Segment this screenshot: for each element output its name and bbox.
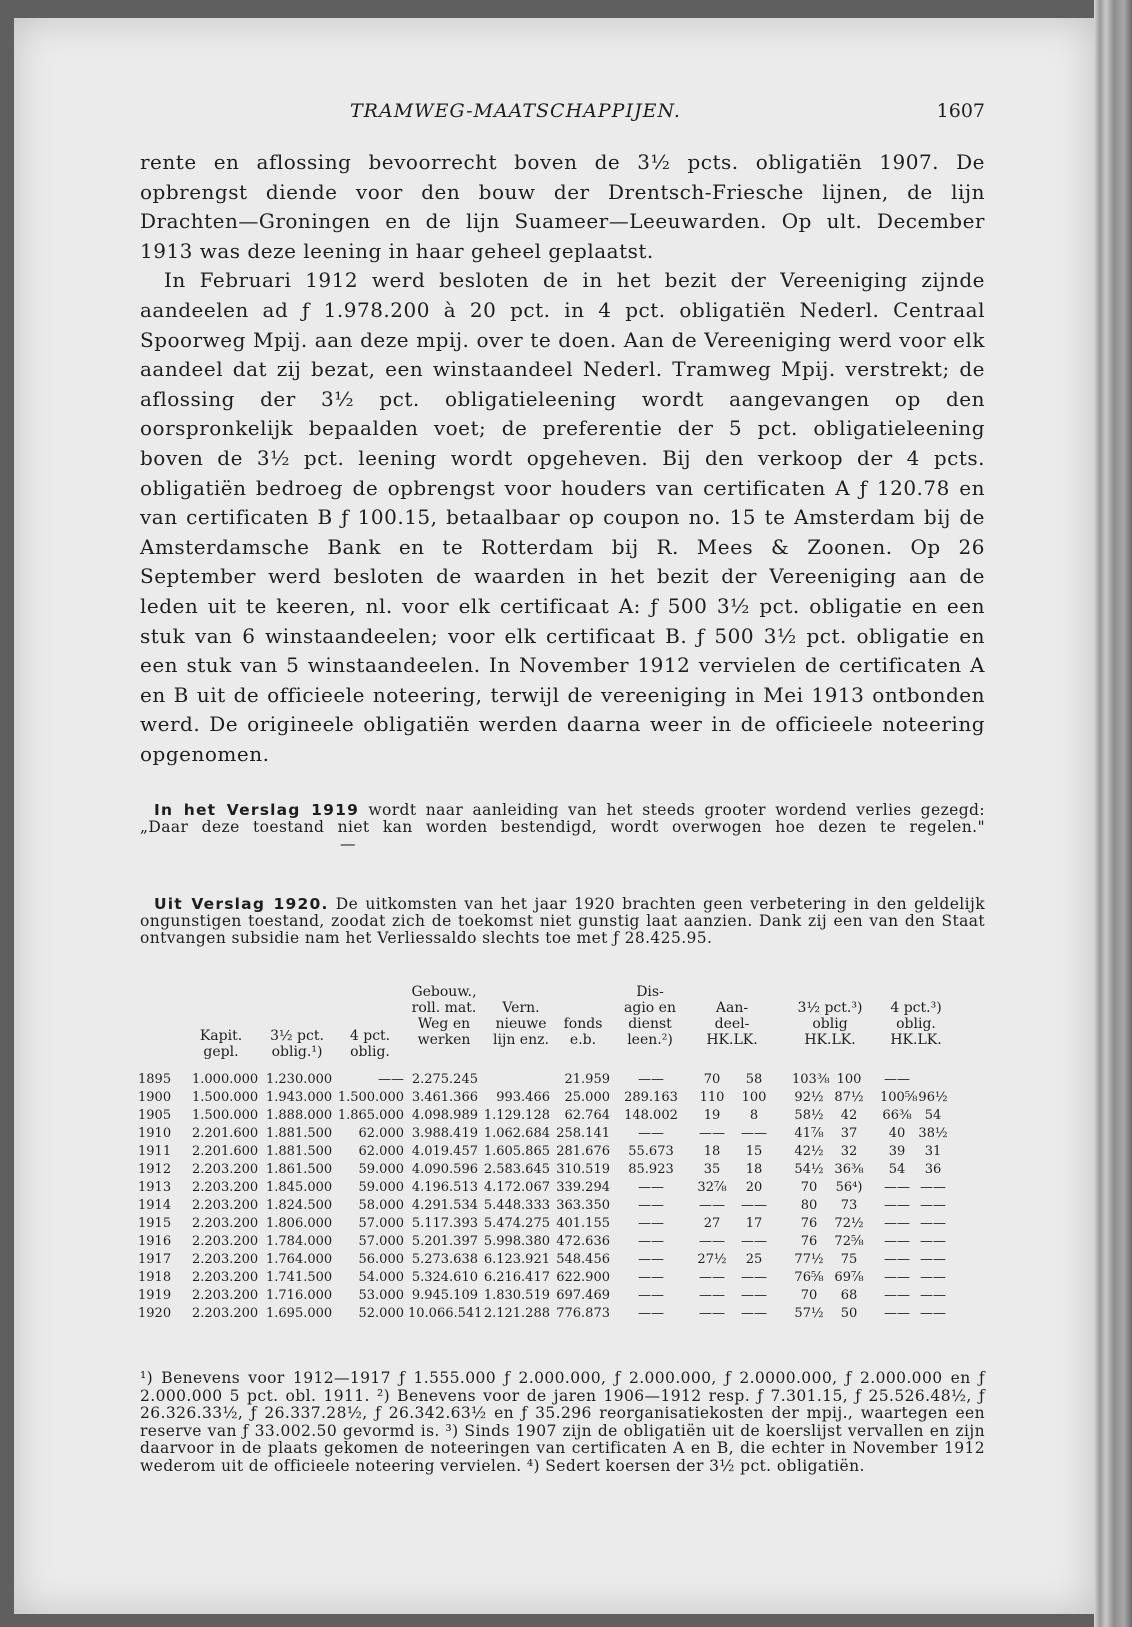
body-text <box>140 148 985 769</box>
cell-gebouw: 4.098.989 <box>411 1108 478 1123</box>
cell-obl35: 1.784.000 <box>266 1234 333 1249</box>
cell-year: 1914 <box>138 1198 172 1213</box>
cell-koers35-hk: 42½ <box>794 1144 824 1159</box>
cell-aandeel-lk: 100 <box>741 1090 767 1105</box>
cell-aandeel-lk: —— <box>741 1234 767 1249</box>
cell-obl35: 1.845.000 <box>266 1180 333 1195</box>
cell-aandeel-hk: —— <box>699 1198 725 1213</box>
cell-kapit: 2.203.200 <box>192 1252 259 1267</box>
cell-vern: 5.998.380 <box>483 1234 550 1249</box>
cell-aandeel-lk: —— <box>741 1270 767 1285</box>
cell-aandeel-hk: 110 <box>699 1090 725 1105</box>
cell-koers35-lk: 32 <box>840 1144 858 1159</box>
cell-aandeel-lk: —— <box>741 1126 767 1141</box>
cell-fonds: 25.000 <box>564 1090 610 1105</box>
cell-obl4: 54.000 <box>358 1270 404 1285</box>
cell-koers35-lk: 100 <box>836 1072 862 1087</box>
cell-koers35-hk: 58½ <box>794 1108 824 1123</box>
book-edge <box>1094 0 1132 1627</box>
paragraph-2: In Februari 1912 werd besloten de in het bezit der Vereeniging zijnde aandeelen ad ƒ 1.978.200 à 20 pct. in 4 pct. obligatiën Nederl. Centraal Spoorweg Mpij. aan deze mpij. over te doen. Aan de Vereeniging werd voor elk aandeel dat zij bezat, een winstaandeel Nederl. Tramweg Mpij. verstrekt; de aflossing der 3½ pct. obligatieleening wordt aangevangen op den oorspronkelijk bepaalden voet; de preferentie der 5 pct. obligatieleening boven de 3½ pct. leening wordt opgeheven. Bij den verkoop der 4 pcts. obligatiën bedroeg de opbrengst voor houders van certificaten A ƒ 120.78 en van certificaten B ƒ 100.15, betaalbaar op coupon no. 15 te Amsterdam bij de Amsterdamsche Bank en te Rotterdam bij R. Mees & Zoonen. Op 26 September werd besloten de waarden in het bezit der Vereeniging aan de leden uit te keeren, nl. voor elk certificaat A: ƒ 500 3½ pct. obligatie en een stuk van 6 winstaandeelen; voor elk certificaat B. ƒ 500 3½ pct. obligatie en een stuk van 5 winstaandeelen. In November 1912 vervielen de certificaten A en B uit de officieele noteering, terwijl de vereeniging in Mei 1913 ontbonden werd. De origineele obligatiën werden daarna weer in de officieele noteering opgenomen. <box>140 268 985 766</box>
cell-gebouw: 4.019.457 <box>411 1144 478 1159</box>
table-row <box>134 1198 994 1216</box>
cell-koers4-hk: —— <box>884 1234 910 1249</box>
table-row <box>134 1270 994 1288</box>
cell-obl4: 52.000 <box>358 1306 404 1321</box>
cell-year: 1910 <box>138 1126 172 1141</box>
cell-year: 1913 <box>138 1180 172 1195</box>
cell-obl35: 1.741.500 <box>266 1270 333 1285</box>
cell-disagio: 148.002 <box>624 1108 678 1123</box>
cell-disagio: —— <box>638 1198 664 1213</box>
cell-year: 1900 <box>138 1090 172 1105</box>
table-row <box>134 1126 994 1144</box>
cell-disagio: 85.923 <box>628 1162 674 1177</box>
table-row <box>134 1288 994 1306</box>
verslag-1920 <box>140 896 985 947</box>
cell-aandeel-lk: —— <box>741 1198 767 1213</box>
cell-koers35-lk: 42 <box>840 1108 858 1123</box>
cell-obl35: 1.764.000 <box>266 1252 333 1267</box>
cell-aandeel-lk: 20 <box>745 1180 763 1195</box>
cell-koers35-hk: 76⅝ <box>794 1270 824 1285</box>
header-aandeel: Aan- deel- HK.LK. <box>706 1000 758 1048</box>
cell-disagio: —— <box>638 1126 664 1141</box>
cell-aandeel-lk: 18 <box>745 1162 763 1177</box>
cell-koers35-hk: 57½ <box>794 1306 824 1321</box>
cell-koers4-lk: 54 <box>924 1108 942 1123</box>
cell-koers35-hk: 103⅜ <box>792 1072 830 1087</box>
cell-koers4-lk: —— <box>920 1198 946 1213</box>
cell-aandeel-hk: 27 <box>703 1216 721 1231</box>
table-row <box>134 1234 994 1252</box>
header-vern: Vern. nieuwe lijn enz. <box>493 1000 549 1048</box>
cell-vern: 2.583.645 <box>483 1162 550 1177</box>
header-obl4: 4 pct. oblig. <box>349 1028 391 1060</box>
cell-disagio: —— <box>638 1180 664 1195</box>
cell-koers4-hk: 54 <box>888 1162 906 1177</box>
cell-disagio: 289.163 <box>624 1090 678 1105</box>
cell-vern: 1.129.128 <box>483 1108 550 1123</box>
cell-koers4-hk: 40 <box>888 1126 906 1141</box>
cell-fonds: 310.519 <box>556 1162 610 1177</box>
header-koers35: 3½ pct.³) oblig HK.LK. <box>797 1000 863 1048</box>
cell-koers35-lk: 72½ <box>834 1216 864 1231</box>
cell-obl35: 1.230.000 <box>266 1072 333 1087</box>
cell-kapit: 1.500.000 <box>192 1108 259 1123</box>
cell-kapit: 2.203.200 <box>192 1216 259 1231</box>
cell-koers4-hk: —— <box>884 1252 910 1267</box>
cell-obl4: 58.000 <box>358 1198 404 1213</box>
cell-disagio: 55.673 <box>628 1144 674 1159</box>
cell-year: 1919 <box>138 1288 172 1303</box>
cell-gebouw: 2.275.245 <box>411 1072 478 1087</box>
cell-gebouw: 10.066.541 <box>408 1306 483 1321</box>
cell-vern: 5.474.275 <box>483 1216 550 1231</box>
cell-fonds: 697.469 <box>556 1288 610 1303</box>
cell-obl4: 59.000 <box>358 1162 404 1177</box>
cell-koers4-lk: —— <box>920 1216 946 1231</box>
verslag-1920-text: De uitkomsten van het jaar 1920 brachten geen verbetering in den geldelijk ongunstigen toestand, zoodat zich de toekomst niet gunstig laat aanzien. Dank zij een van den Staat ontvangen subsidie nam het Verliessaldo slechts toe met ƒ 28.425.95. <box>140 895 986 947</box>
cell-fonds: 401.155 <box>556 1216 610 1231</box>
table-row <box>134 1216 994 1234</box>
cell-kapit: 2.203.200 <box>192 1270 259 1285</box>
verslag-1919-text: wordt naar aanleiding van het steeds grooter wordend verlies gezegd: „Daar deze toestand niet kan worden bestendigd, wordt overwogen hoe dezen te regelen." <box>140 801 985 836</box>
cell-koers4-hk: 66⅜ <box>882 1108 912 1123</box>
cell-fonds: 622.900 <box>556 1270 610 1285</box>
cell-koers4-hk: 100⅝ <box>880 1090 918 1105</box>
cell-gebouw: 3.461.366 <box>411 1090 478 1105</box>
cell-koers4-lk: —— <box>920 1270 946 1285</box>
cell-fonds: 363.350 <box>556 1198 610 1213</box>
cell-year: 1917 <box>138 1252 172 1267</box>
cell-gebouw: 9.945.109 <box>411 1288 478 1303</box>
cell-koers4-lk: 36 <box>924 1162 942 1177</box>
cell-koers35-hk: 70 <box>800 1180 818 1195</box>
header-gebouw: Gebouw., roll. mat. Weg en werken <box>411 984 477 1048</box>
cell-vern: 5.448.333 <box>483 1198 550 1213</box>
cell-aandeel-hk: —— <box>699 1306 725 1321</box>
cell-gebouw: 5.273.638 <box>411 1252 478 1267</box>
table-row <box>134 1090 994 1108</box>
cell-gebouw: 3.988.419 <box>411 1126 478 1141</box>
cell-koers4-lk: 96½ <box>918 1090 948 1105</box>
cell-aandeel-lk: 15 <box>745 1144 763 1159</box>
cell-obl35: 1.806.000 <box>266 1216 333 1231</box>
cell-disagio: —— <box>638 1252 664 1267</box>
paragraph-1: rente en aflossing bevoorrecht boven de 3½ pcts. obligatiën 1907. De opbrengst diende voor den bouw der Drentsch-Friesche lijnen, de lijn Drachten—Groningen en de lijn Suameer—Leeuwarden. Op ult. December 1913 was deze leening in haar geheel geplaatst. <box>140 150 985 263</box>
page-number: 1607 <box>936 100 985 122</box>
cell-obl35: 1.861.500 <box>266 1162 333 1177</box>
cell-fonds: 258.141 <box>556 1126 610 1141</box>
cell-koers4-lk: —— <box>920 1306 946 1321</box>
cell-koers35-lk: 68 <box>840 1288 858 1303</box>
cell-aandeel-hk: —— <box>699 1270 725 1285</box>
cell-koers35-lk: 75 <box>840 1252 858 1267</box>
cell-vern: 4.172.067 <box>483 1180 550 1195</box>
table-row <box>134 1306 994 1324</box>
cell-year: 1916 <box>138 1234 172 1249</box>
cell-aandeel-hk: 19 <box>703 1108 721 1123</box>
cell-aandeel-lk: —— <box>741 1288 767 1303</box>
footnotes: ¹) Benevens voor 1912—1917 ƒ 1.555.000 ƒ 2.000.000, ƒ 2.000.000, ƒ 2.0000.000, ƒ 2.000.000 en ƒ 2.000.000 5 pct. obl. 1911. ²) Benevens voor de jaren 1906—1912 resp. ƒ 7.301.15, ƒ 25.526.48½, ƒ 26.326.33½, ƒ 26.337.28½, ƒ 26.342.63½ en ƒ 35.296 reorganisatiekosten der mpij., waartegen een reserve van ƒ 33.002.50 gevormd is. ³) Sinds 1907 zijn de obligatiën uit de koerslijst vervallen en zijn daarvoor in de plaats gekomen de noteeringen van certificaten A en B, die echter in November 1912 wederom uit de officieele noteering vervielen. ⁴) Sedert koersen der 3½ pct. obligatiën. <box>140 1369 985 1475</box>
cell-aandeel-hk: 70 <box>703 1072 721 1087</box>
cell-koers4-hk: —— <box>884 1306 910 1321</box>
cell-aandeel-hk: 18 <box>703 1144 721 1159</box>
cell-aandeel-lk: 58 <box>745 1072 763 1087</box>
table-row <box>134 1162 994 1180</box>
header-kapit: Kapit. gepl. <box>199 1028 243 1060</box>
verslag-1919 <box>140 802 985 853</box>
cell-kapit: 2.201.600 <box>192 1144 259 1159</box>
cell-fonds: 339.294 <box>556 1180 610 1195</box>
cell-koers35-lk: 36⅜ <box>834 1162 864 1177</box>
cell-year: 1915 <box>138 1216 172 1231</box>
cell-vern: 1.830.519 <box>483 1288 550 1303</box>
table-row <box>134 1144 994 1162</box>
cell-koers35-lk: 56⁴) <box>835 1180 863 1195</box>
cell-obl35: 1.881.500 <box>266 1126 333 1141</box>
cell-fonds: 62.764 <box>564 1108 610 1123</box>
cell-koers35-lk: 50 <box>840 1306 858 1321</box>
cell-fonds: 548.456 <box>556 1252 610 1267</box>
table-row <box>134 1108 994 1126</box>
section-dash: — <box>340 835 356 853</box>
cell-koers35-lk: 87½ <box>834 1090 864 1105</box>
cell-koers4-hk: —— <box>884 1216 910 1231</box>
header-obl35: 3½ pct. oblig.¹) <box>270 1028 324 1060</box>
cell-obl4: 1.865.000 <box>337 1108 404 1123</box>
cell-gebouw: 4.196.513 <box>411 1180 478 1195</box>
cell-kapit: 2.203.200 <box>192 1234 259 1249</box>
cell-gebouw: 5.201.397 <box>411 1234 478 1249</box>
cell-disagio: —— <box>638 1234 664 1249</box>
cell-obl4: —— <box>378 1072 404 1087</box>
cell-obl35: 1.888.000 <box>266 1108 333 1123</box>
cell-koers35-lk: 69⅞ <box>834 1270 864 1285</box>
cell-disagio: —— <box>638 1288 664 1303</box>
cell-vern: 2.121.288 <box>483 1306 550 1321</box>
cell-aandeel-hk: 27½ <box>697 1252 727 1267</box>
cell-koers4-lk: —— <box>920 1288 946 1303</box>
header-koers4: 4 pct.³) oblig. HK.LK. <box>890 1000 942 1048</box>
cell-obl4: 62.000 <box>358 1144 404 1159</box>
cell-koers4-lk: —— <box>920 1252 946 1267</box>
cell-obl35: 1.943.000 <box>266 1090 333 1105</box>
cell-aandeel-lk: 8 <box>749 1108 759 1123</box>
cell-koers4-hk: —— <box>884 1198 910 1213</box>
cell-koers35-hk: 54½ <box>794 1162 824 1177</box>
cell-fonds: 21.959 <box>564 1072 610 1087</box>
cell-aandeel-lk: —— <box>741 1306 767 1321</box>
cell-aandeel-hk: —— <box>699 1126 725 1141</box>
cell-obl35: 1.695.000 <box>266 1306 333 1321</box>
cell-vern: 993.466 <box>496 1090 550 1105</box>
cell-kapit: 2.203.200 <box>192 1306 259 1321</box>
cell-kapit: 2.203.200 <box>192 1162 259 1177</box>
cell-koers4-lk: 31 <box>924 1144 942 1159</box>
cell-aandeel-lk: 17 <box>745 1216 763 1231</box>
verslag-1919-lead: In het Verslag 1919 <box>154 801 360 819</box>
cell-koers4-hk: 39 <box>888 1144 906 1159</box>
cell-fonds: 776.873 <box>556 1306 610 1321</box>
cell-koers4-lk: 38½ <box>918 1126 948 1141</box>
cell-koers35-hk: 76 <box>800 1234 818 1249</box>
cell-year: 1918 <box>138 1270 172 1285</box>
cell-gebouw: 5.324.610 <box>411 1270 478 1285</box>
cell-koers35-hk: 77½ <box>794 1252 824 1267</box>
cell-kapit: 1.500.000 <box>192 1090 259 1105</box>
cell-gebouw: 4.291.534 <box>411 1198 478 1213</box>
cell-kapit: 1.000.000 <box>192 1072 259 1087</box>
cell-year: 1912 <box>138 1162 172 1177</box>
cell-koers4-lk: —— <box>920 1180 946 1195</box>
cell-aandeel-hk: —— <box>699 1234 725 1249</box>
page-header <box>140 100 985 122</box>
cell-koers35-lk: 73 <box>840 1198 858 1213</box>
cell-obl4: 53.000 <box>358 1288 404 1303</box>
cell-year: 1895 <box>138 1072 172 1087</box>
cell-obl4: 1.500.000 <box>337 1090 404 1105</box>
cell-koers4-hk: —— <box>884 1288 910 1303</box>
cell-koers4-hk: —— <box>884 1180 910 1195</box>
cell-vern: 6.216.417 <box>483 1270 550 1285</box>
cell-gebouw: 4.090.596 <box>411 1162 478 1177</box>
cell-obl35: 1.824.500 <box>266 1198 333 1213</box>
cell-vern: 1.605.865 <box>483 1144 550 1159</box>
table-row <box>134 1180 994 1198</box>
cell-aandeel-hk: 35 <box>703 1162 721 1177</box>
cell-koers35-hk: 80 <box>800 1198 818 1213</box>
table-body <box>134 1072 994 1324</box>
cell-koers35-hk: 41⅞ <box>794 1126 824 1141</box>
cell-fonds: 281.676 <box>556 1144 610 1159</box>
cell-aandeel-hk: 32⅞ <box>697 1180 727 1195</box>
cell-koers35-lk: 72⅝ <box>834 1234 864 1249</box>
cell-disagio: —— <box>638 1072 664 1087</box>
cell-vern: 1.062.684 <box>483 1126 550 1141</box>
cell-kapit: 2.201.600 <box>192 1126 259 1141</box>
cell-obl4: 59.000 <box>358 1180 404 1195</box>
header-fonds: fonds e.b. <box>563 1016 603 1048</box>
cell-koers35-hk: 92½ <box>794 1090 824 1105</box>
cell-disagio: —— <box>638 1216 664 1231</box>
cell-obl4: 57.000 <box>358 1216 404 1231</box>
table-row <box>134 1252 994 1270</box>
cell-gebouw: 5.117.393 <box>411 1216 478 1231</box>
header-disagio: Dis- agio en dienst leen.²) <box>624 984 676 1048</box>
cell-obl35: 1.881.500 <box>266 1144 333 1159</box>
cell-kapit: 2.203.200 <box>192 1198 259 1213</box>
cell-aandeel-lk: 25 <box>745 1252 763 1267</box>
cell-obl4: 62.000 <box>358 1126 404 1141</box>
cell-fonds: 472.636 <box>556 1234 610 1249</box>
cell-kapit: 2.203.200 <box>192 1180 259 1195</box>
cell-koers4-hk: —— <box>884 1270 910 1285</box>
cell-disagio: —— <box>638 1270 664 1285</box>
cell-koers4-lk: —— <box>920 1234 946 1249</box>
cell-disagio: —— <box>638 1306 664 1321</box>
cell-koers35-hk: 76 <box>800 1216 818 1231</box>
table-row <box>134 1072 994 1090</box>
cell-obl4: 57.000 <box>358 1234 404 1249</box>
cell-year: 1905 <box>138 1108 172 1123</box>
running-title: TRAMWEG-MAATSCHAPPIJEN. <box>350 100 681 122</box>
cell-year: 1911 <box>138 1144 172 1159</box>
cell-obl35: 1.716.000 <box>266 1288 333 1303</box>
cell-koers35-hk: 70 <box>800 1288 818 1303</box>
verslag-1920-lead: Uit Verslag 1920. <box>154 895 329 913</box>
cell-year: 1920 <box>138 1306 172 1321</box>
cell-koers4-hk: —— <box>884 1072 910 1087</box>
cell-obl4: 56.000 <box>358 1252 404 1267</box>
cell-vern: 6.123.921 <box>483 1252 550 1267</box>
cell-kapit: 2.203.200 <box>192 1288 259 1303</box>
cell-aandeel-hk: —— <box>699 1288 725 1303</box>
cell-koers35-lk: 37 <box>840 1126 858 1141</box>
